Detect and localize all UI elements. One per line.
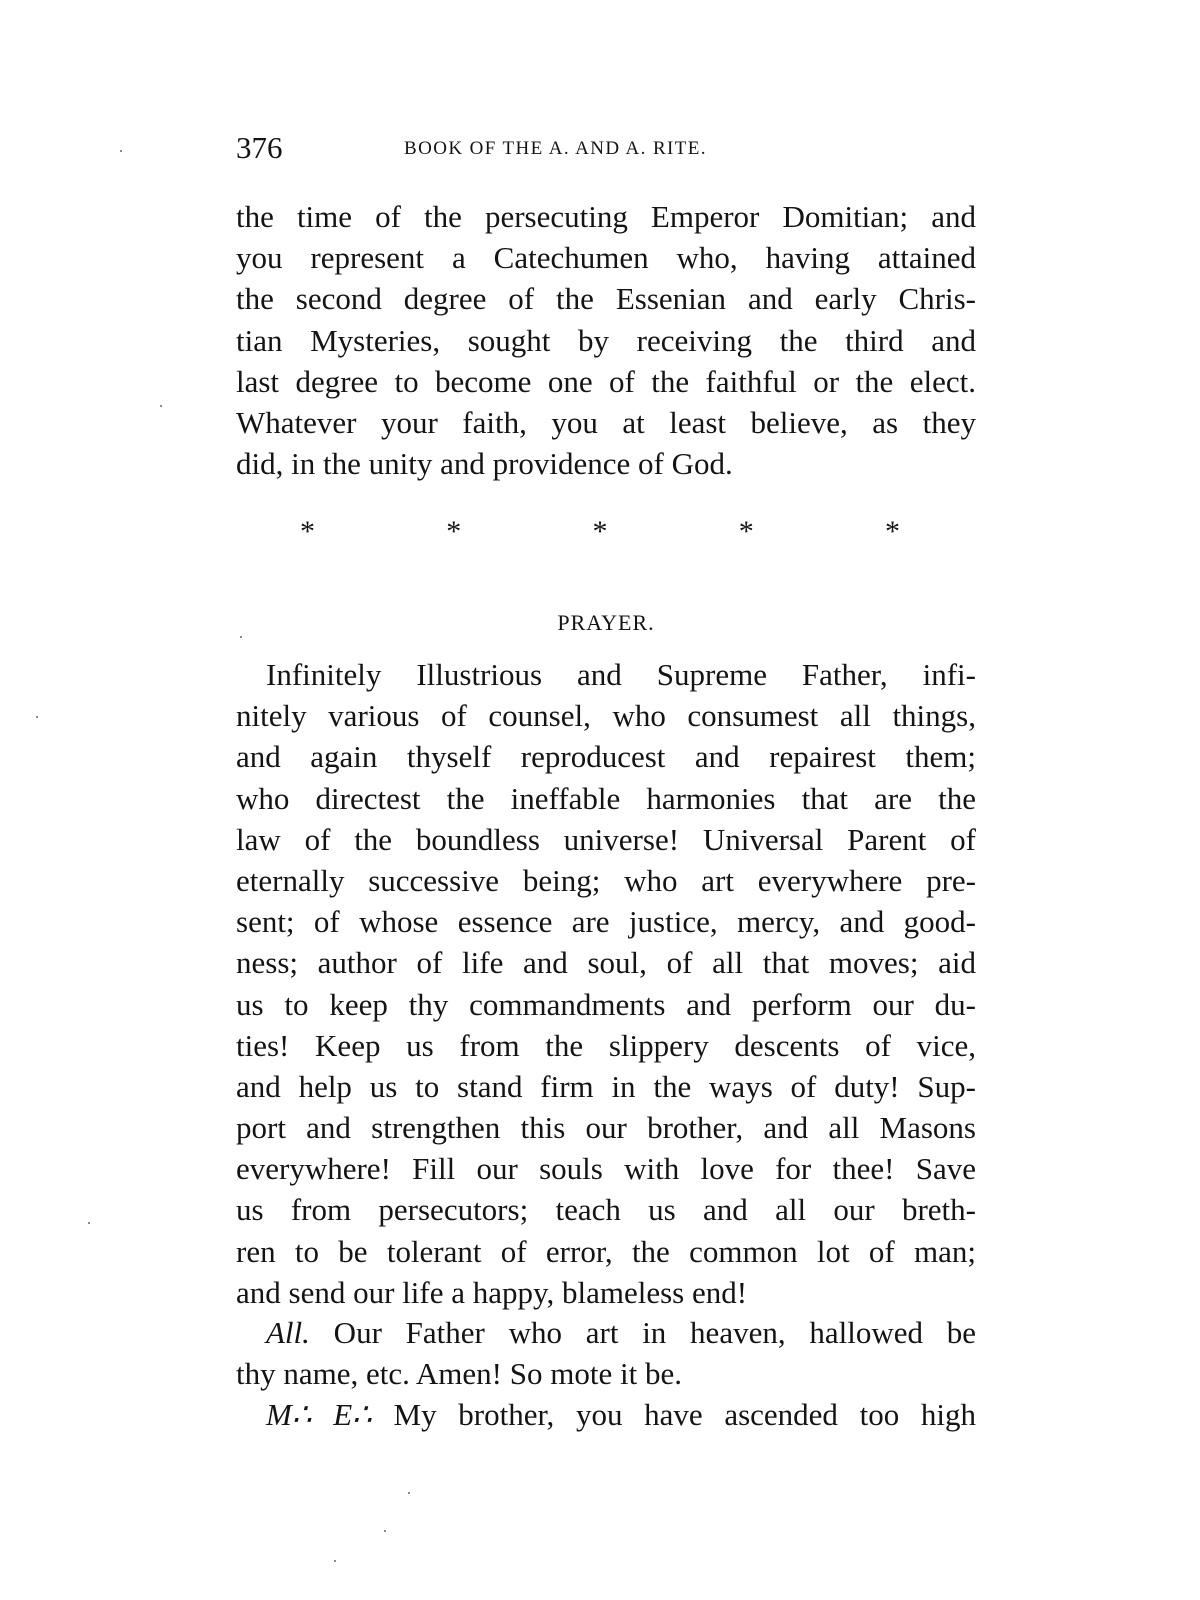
text-line: eternally successive being; who art everywhere pre- bbox=[236, 862, 976, 898]
asterisk: * bbox=[592, 515, 608, 548]
text-line: last degree to become one of the faithful or the elect. bbox=[236, 363, 976, 399]
paragraph-master-speech bbox=[236, 1394, 976, 1435]
text-line: ties! Keep us from the slippery descents of vice, bbox=[236, 1027, 976, 1063]
text-line: who directest the ineffable harmonies that are the bbox=[236, 780, 976, 816]
text-line: Whatever your faith, you at least believe, as they bbox=[236, 404, 976, 440]
text-line: tian Mysteries, sought by receiving the third and bbox=[236, 322, 976, 358]
page-number: 376 bbox=[236, 130, 283, 165]
text-line: Infinitely Illustrious and Supreme Father, infi- bbox=[266, 657, 976, 692]
text-line: law of the boundless universe! Universal Parent of bbox=[236, 821, 976, 857]
text-line bbox=[236, 1312, 976, 1353]
speaker-label: M∴ E∴ bbox=[266, 1397, 372, 1432]
text-line: and again thyself reproducest and repairest them; bbox=[236, 739, 976, 775]
scan-speck bbox=[408, 1492, 410, 1494]
text-line: port and strengthen this our brother, and all Masons bbox=[236, 1110, 976, 1146]
text-line: the second degree of the Essenian and early Chris- bbox=[236, 281, 976, 317]
scan-speck bbox=[36, 716, 38, 718]
scan-speck bbox=[384, 1530, 386, 1532]
asterisk: * bbox=[885, 515, 900, 548]
speech-text: Our Father who art in heaven, hallowed be bbox=[309, 1315, 976, 1350]
text-line: ren to be tolerant of error, the common lot of man; bbox=[236, 1233, 976, 1269]
text-line: did, in the unity and providence of God. bbox=[236, 446, 733, 482]
text-line: everywhere! Fill our souls with love for thee! Save bbox=[236, 1151, 976, 1187]
speaker-label: All. bbox=[266, 1315, 310, 1350]
asterisk: * bbox=[446, 515, 462, 548]
text-line: thy name, etc. Amen! So mote it be. bbox=[236, 1356, 682, 1392]
asterisk: * bbox=[300, 515, 315, 548]
text-line: us to keep thy commandments and perform our du- bbox=[236, 986, 976, 1022]
text-line: ness; author of life and soul, of all that moves; aid bbox=[236, 945, 976, 981]
text-line: the time of the persecuting Emperor Domitian; and bbox=[236, 199, 976, 234]
page-header bbox=[236, 128, 976, 168]
asterism-separator bbox=[300, 512, 900, 552]
text-line: and help us to stand firm in the ways of duty! Sup- bbox=[236, 1068, 976, 1104]
text-line: us from persecutors; teach us and all our breth- bbox=[236, 1192, 976, 1228]
scan-speck bbox=[334, 1560, 336, 1562]
section-title: PRAYER. bbox=[557, 610, 655, 635]
scan-speck bbox=[120, 150, 122, 152]
text-line: nitely various of counsel, who consumest all things, bbox=[236, 698, 976, 734]
speech-text: My brother, you have ascended too high bbox=[371, 1397, 976, 1432]
scan-speck bbox=[88, 1222, 90, 1224]
text-line: you represent a Catechumen who, having attained bbox=[236, 240, 976, 276]
scan-speck bbox=[240, 636, 242, 638]
text-line: sent; of whose essence are justice, mercy, and good- bbox=[236, 904, 976, 940]
running-head: BOOK OF THE A. AND A. RITE. bbox=[404, 138, 707, 159]
asterisk: * bbox=[738, 515, 754, 548]
text-line: and send our life a happy, blameless end! bbox=[236, 1274, 748, 1310]
scan-speck bbox=[160, 405, 162, 407]
paragraph-domitian bbox=[236, 196, 976, 484]
paragraph-all-response bbox=[236, 1312, 976, 1394]
text-line bbox=[236, 1394, 976, 1435]
paragraph-prayer bbox=[236, 654, 976, 1313]
